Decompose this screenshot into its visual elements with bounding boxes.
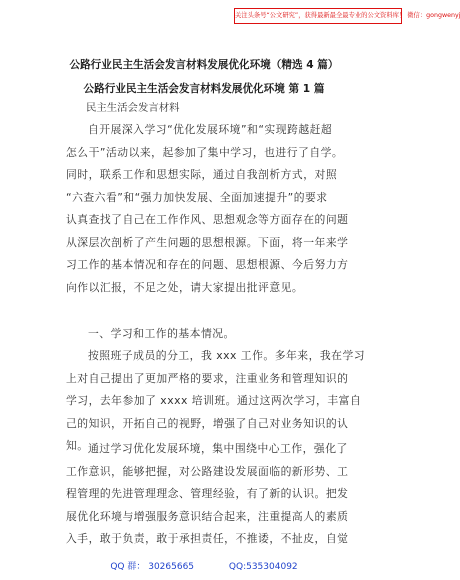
paragraph-intro <box>66 119 356 299</box>
text-line: 学习，去年参加了 xxxx 培训班。通过这两次学习，丰富自 <box>66 394 362 407</box>
text-line: 从深层次剖析了产生问题的思想根源。下面，将一年来学 <box>66 235 349 249</box>
text-line: “六查六看”和“强力加快发展、全面加速提升”的要求 <box>66 190 328 204</box>
text-line: 程管理的先进管理理念、管理经验，有了新的认识。把发 <box>66 487 349 500</box>
document-subtitle: 民主生活会发言材料 <box>86 102 180 114</box>
qq-contact-label: QQ:535304092 <box>228 562 298 572</box>
text-line: 知。 <box>66 439 89 452</box>
text-line: 通过学习优化发展环境，集中围绕中心工作，强化了 <box>88 442 348 455</box>
text-line: 习工作的基本情况和存在的问题、思想根源、今后努力方 <box>66 258 349 271</box>
text-line: 一、学习和工作的基本情况。 <box>88 327 235 340</box>
text-line: 自开展深入学习“优化发展环境”和“实现跨越赶超 <box>88 123 333 136</box>
paragraph-environment <box>66 438 356 551</box>
text-line: 入手，敢于负责，敢于承担责任，不推诿，不扯皮，自觉 <box>66 532 349 545</box>
text-line: 怎么干”活动以来，起参加了集中学习，也进行了自学。 <box>66 145 344 159</box>
text-line: 上对自己提出了更加严格的要求，注重业务和管理知识的 <box>66 371 349 385</box>
text-line: 同时，联系工作和思想实际，通过自我剖析方式，对照 <box>66 168 338 181</box>
text-line: 展优化环境与增强服务意识结合起来，注重提高人的素质 <box>66 509 349 523</box>
text-line: 工作意识，能够把握，对公路建设发展面临的新形势、工 <box>66 464 349 478</box>
text-line: 向作以汇报，不足之处，请大家提出批评意见。 <box>66 280 304 294</box>
section-heading <box>66 323 356 346</box>
section-title: 公路行业民主生活会发言材料发展优化环境 第 1 篇 <box>83 83 325 95</box>
page-footer <box>0 559 408 572</box>
text-line: 认真查找了自己在工作作风、思想观念等方面存在的问题 <box>66 213 349 226</box>
promo-banner: 关注头条号“公文研究”，获得最新最全最专业的公文资料库！ 微信：gongwenyj <box>234 8 402 24</box>
text-line: 按照班子成员的分工，我 xxx 工作。多年来，我在学习 <box>88 349 366 362</box>
qq-group-label: QQ 群： 30265665 <box>110 562 195 572</box>
document-title: 公路行业民主生活会发言材料发展优化环境（精选 4 篇） <box>69 59 339 71</box>
text-line: 己的知识，开拓自己的视野，增强了自己对业务知识的认 <box>66 416 349 430</box>
